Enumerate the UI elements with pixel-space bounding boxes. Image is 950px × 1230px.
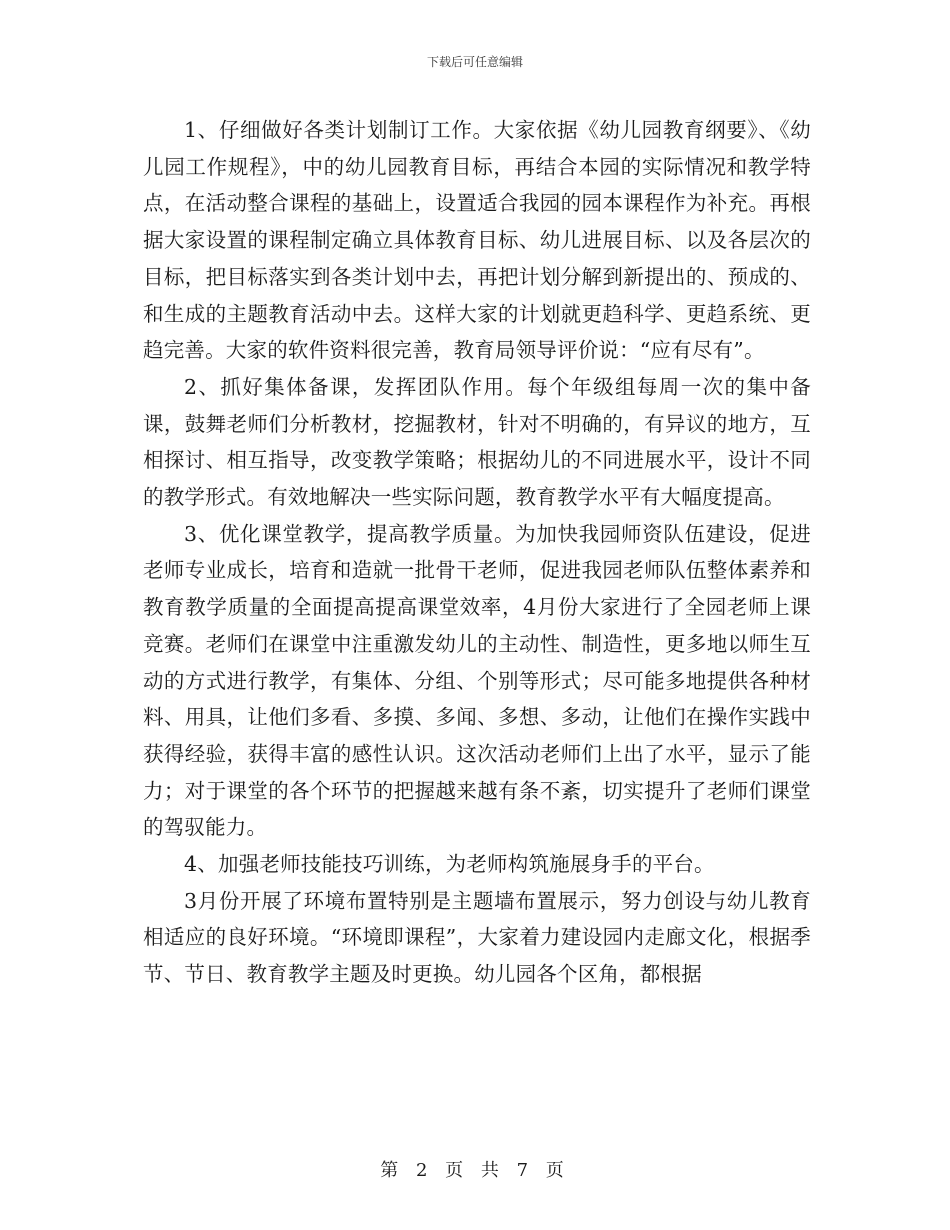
paragraph-3: 3、优化课堂教学，提高教学质量。为加快我园师资队伍建设，促进老师专业成长，培育和造就一批骨干老师，促进我园老师队伍整体素养和教育教学质量的全面提高提高课堂效率，4月份大家进行了全园老师上课竞赛。老师们在课堂中注重激发幼儿的主动性、制造性，更多地以师生互动的方式进行教学，有集体、分组、个别等形式；尽可能多地提供各种材料、用具，让他们多看、多摸、多闻、多想、多动，让他们在操作实践中获得经验，获得丰富的感性认识。这次活动老师们上出了水平，显示了能力；对于课堂的各个环节的把握越来越有条不紊，切实提升了老师们课堂的驾驭能力。 (143, 521, 811, 840)
document-body (143, 112, 811, 993)
paragraph-5: 3月份开展了环境布置特别是主题墙布置展示，努力创设与幼儿教育相适应的良好环境。“环境即课程”，大家着力建设园内走廊文化，根据季节、节日、教育教学主题及时更换。幼儿园各个区角，都根据 (143, 888, 811, 987)
paragraph-2: 2、抓好集体备课，发挥团队作用。每个年级组每周一次的集中备课，鼓舞老师们分析教材，挖掘教材，针对不明确的，有异议的地方，互相探讨、相互指导，改变教学策略；根据幼儿的不同进展水平，设计不同的教学形式。有效地解决一些实际问题，教育教学水平有大幅度提高。 (143, 374, 811, 510)
page-header: 下载后可任意编辑 (426, 55, 523, 69)
paragraph-1: 1、仔细做好各类计划制订工作。大家依据《幼儿园教育纲要》、《幼儿园工作规程》，中的幼儿园教育目标，再结合本园的实际情况和教学特点，在活动整合课程的基础上，设置适合我园的园本课程作为补充。再根据大家设置的课程制定确立具体教育目标、幼儿进展目标、以及各层次的目标，把目标落实到各类计划中去，再把计划分解到新提出的、预成的、和生成的主题教育活动中去。这样大家的计划就更趋科学、更趋系统、更趋完善。大家的软件资料很完善，教育局领导评价说：“应有尽有”。 (143, 118, 811, 363)
page-footer: 第 2 页 共 7 页 (380, 1160, 570, 1181)
paragraph-4: 4、加强老师技能技巧训练，为老师构筑施展身手的平台。 (184, 852, 715, 877)
